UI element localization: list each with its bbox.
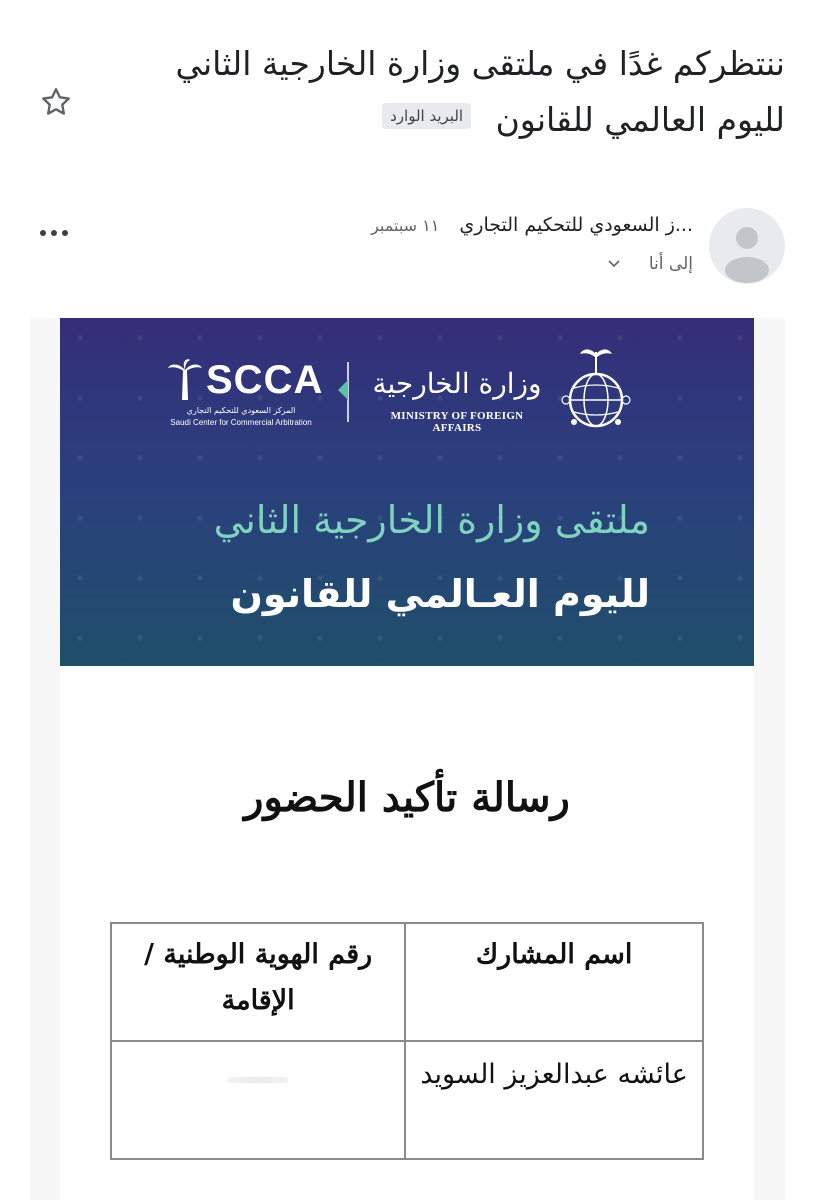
sender-line — [253, 214, 693, 236]
scca-logo — [166, 358, 324, 428]
default-person-avatar-icon — [709, 208, 785, 284]
cell-national-id — [111, 1041, 405, 1159]
confirmation-heading: رسالة تأكيد الحضور — [244, 774, 570, 821]
confirmation-letter — [60, 666, 754, 1200]
banner-title-line1: ملتقى وزارة الخارجية الثاني — [213, 498, 650, 542]
email-subject-text: ننتظركم غدًا في ملتقى وزارة الخارجية الثاني لليوم العالمي للقانون — [175, 44, 785, 139]
email-subject — [145, 36, 785, 148]
table-row — [111, 1041, 703, 1159]
attendee-table — [110, 922, 704, 1160]
scca-english-name: Saudi Center for Commercial Arbitration — [170, 418, 312, 427]
star-icon[interactable] — [36, 82, 76, 122]
header-national-id: رقم الهوية الوطنية / الإقامة — [111, 923, 405, 1041]
recipient-toggle[interactable] — [607, 254, 693, 274]
header-participant-name: اسم المشارك — [405, 923, 703, 1041]
mofa-logo — [372, 364, 542, 434]
inbox-label-chip[interactable]: البريد الوارد — [382, 103, 471, 129]
sender-name[interactable]: ...ز السعودي للتحكيم التجاري — [459, 214, 693, 236]
email-body — [30, 318, 785, 1200]
chevron-down-icon — [607, 259, 621, 269]
email-date: ١١ سبتمبر — [371, 216, 440, 235]
mofa-arabic-name: وزارة الخارجية — [372, 367, 542, 400]
scca-logo-text: SCCA — [206, 358, 324, 402]
palm-tree-icon — [166, 358, 204, 402]
banner-title-line2: لليوم العـالمي للقانون — [230, 572, 650, 616]
more-options-button[interactable] — [34, 218, 74, 248]
table-header-row — [111, 923, 703, 1041]
recipient-label: إلى أنا — [648, 254, 693, 274]
scca-arabic-name: المركز السعودي للتحكيم التجاري — [186, 406, 296, 415]
redacted-id-mark — [228, 1077, 288, 1083]
event-banner — [60, 318, 754, 666]
cell-participant-name: عائشه عبدالعزيز السويد — [405, 1041, 703, 1159]
mofa-globe-emblem-icon — [552, 344, 640, 436]
logo-divider-icon — [336, 362, 356, 422]
mofa-english-name: MINISTRY OF FOREIGN AFFAIRS — [390, 410, 524, 434]
star-outline-icon — [38, 84, 74, 120]
email-header — [145, 36, 785, 148]
banner-logos — [160, 344, 660, 436]
sender-avatar[interactable] — [709, 208, 785, 284]
more-horizontal-icon — [38, 229, 70, 237]
